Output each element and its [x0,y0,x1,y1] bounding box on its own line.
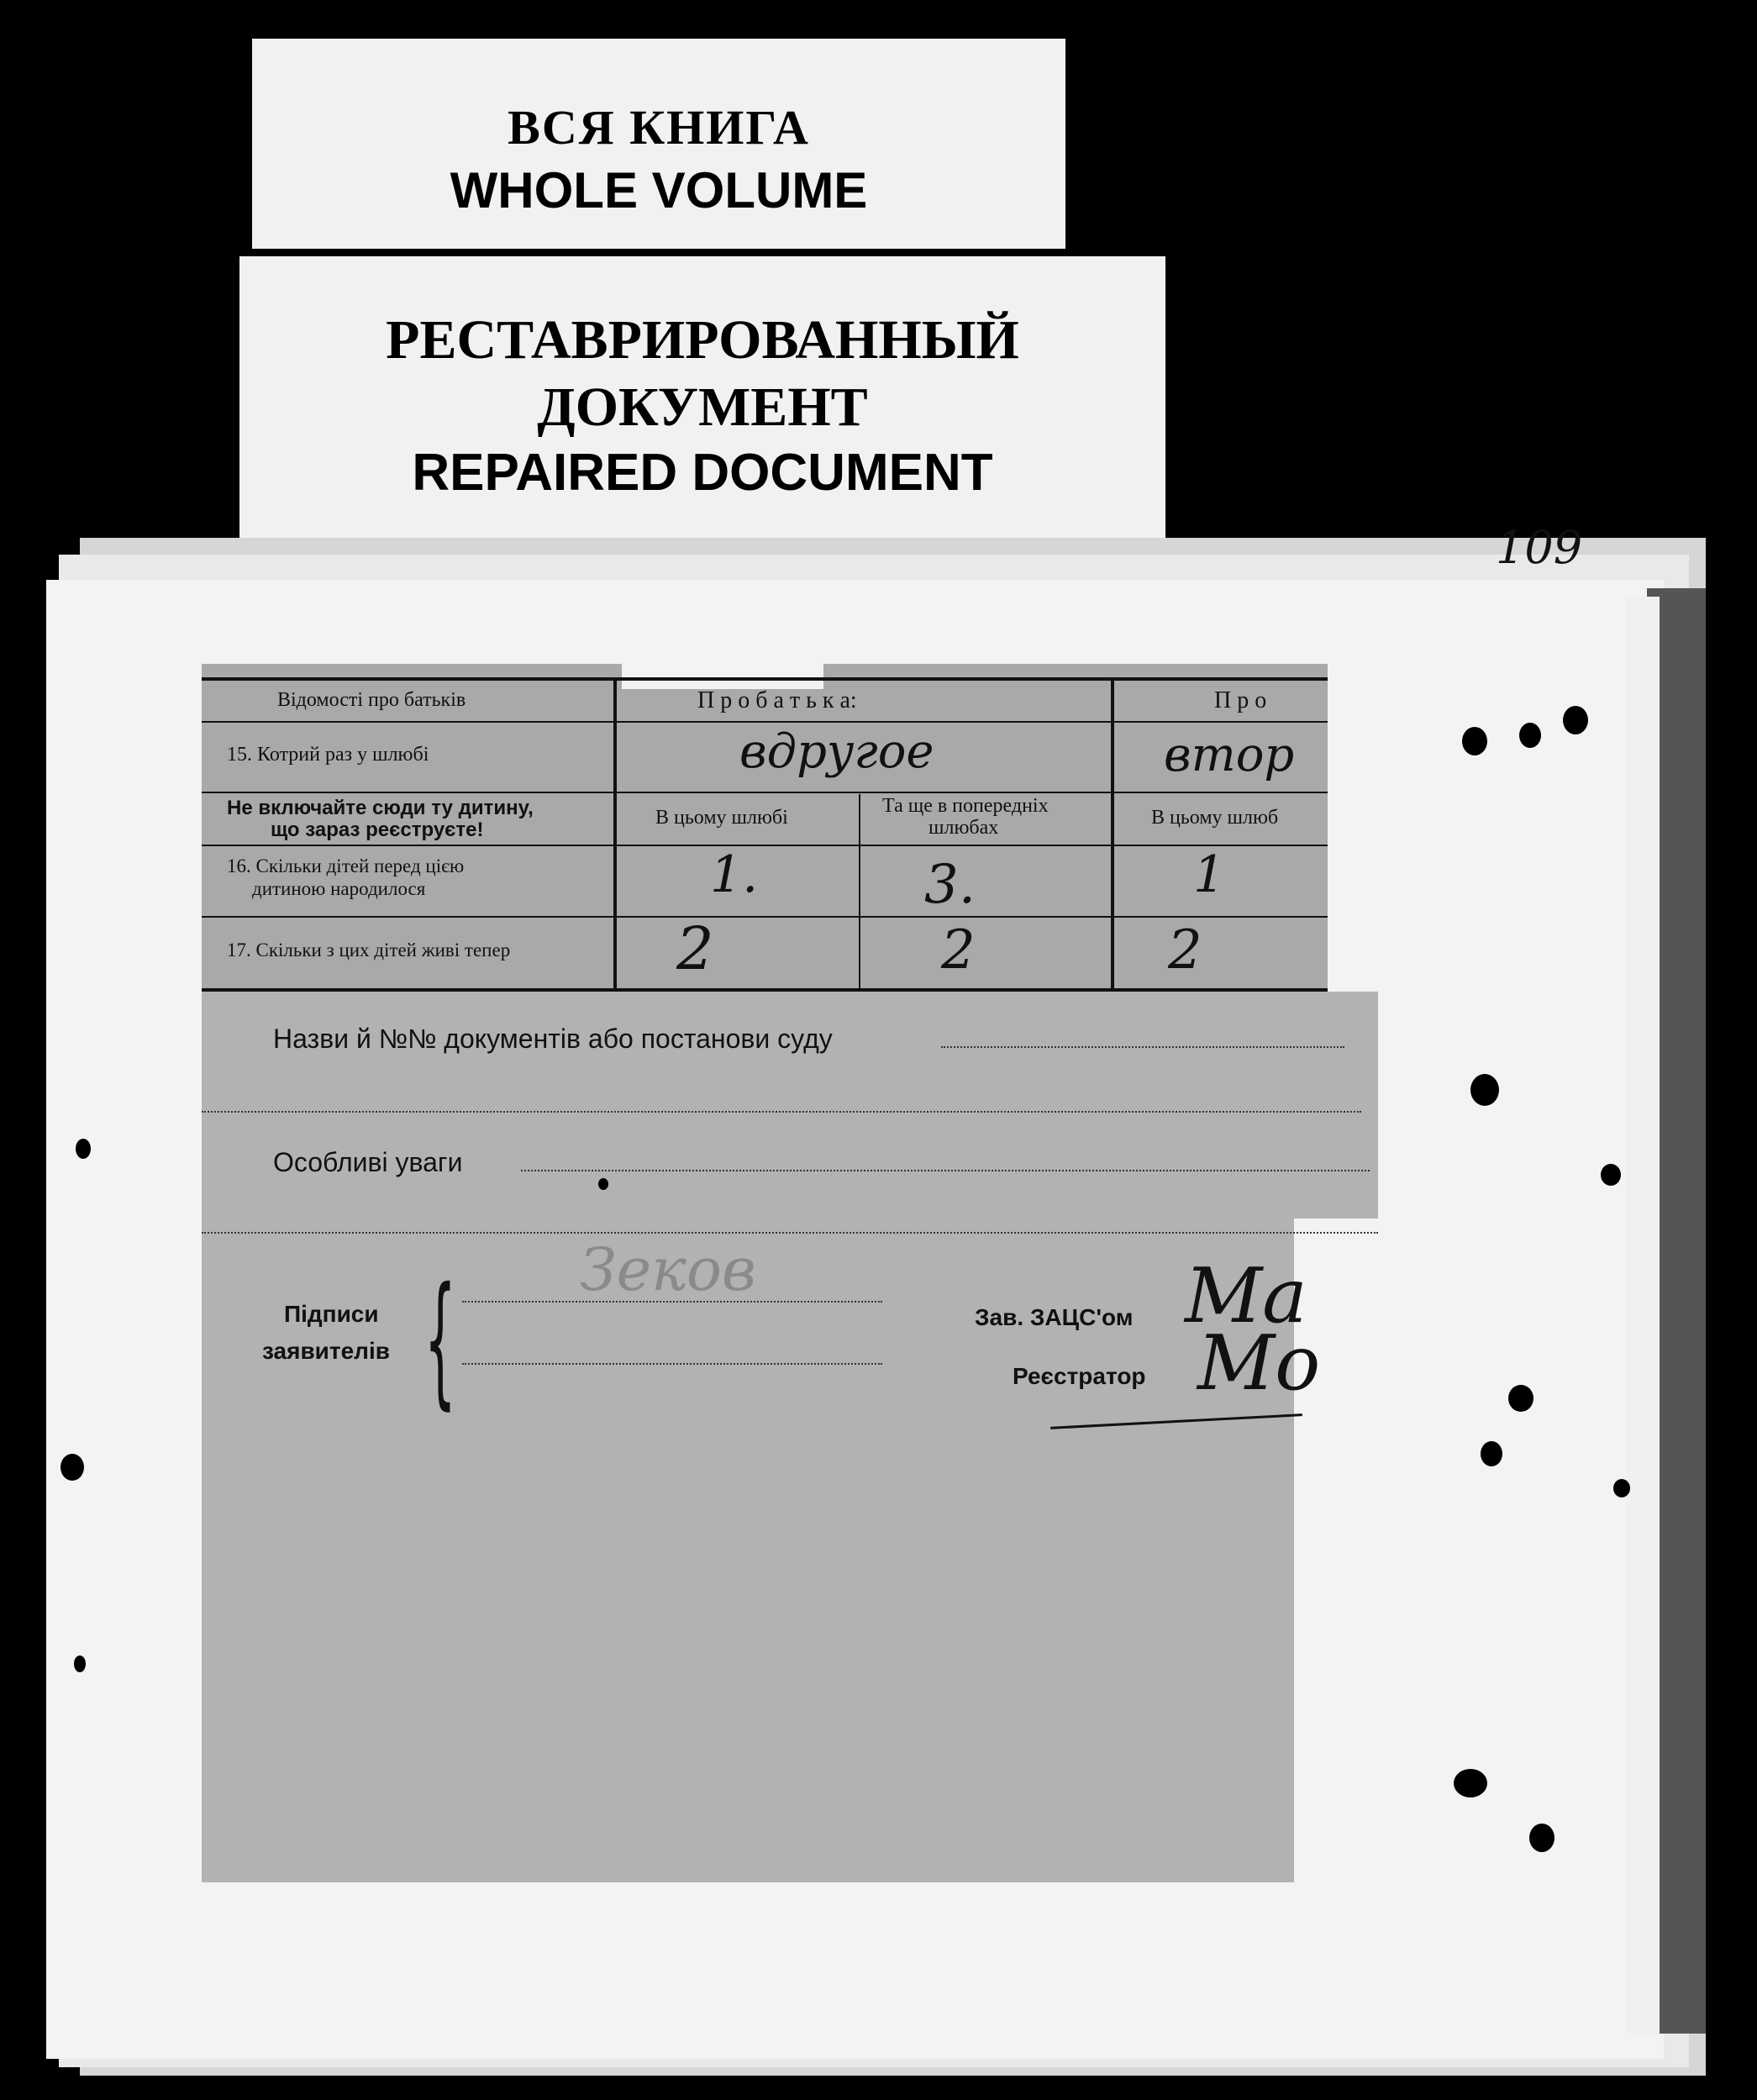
row16-value-2: 3. [924,854,976,916]
row-rule-3 [202,845,1328,846]
row-rule-1 [202,721,1328,723]
punch-hole [1454,1769,1487,1797]
applicant-signature: Зеков [580,1235,756,1304]
row15-mother-value: втор [1164,728,1295,782]
punch-hole [1563,706,1588,734]
table-bottom-rule [202,988,1328,992]
whole-volume-card [252,39,1065,249]
remarks-label: Особливі уваги [273,1147,463,1177]
whole-volume-en: WHOLE VOLUME [450,162,868,218]
row16-value-1: 1. [710,845,759,904]
row17-value-1: 2 [676,914,714,983]
punch-hole [1470,1074,1499,1106]
row-rule-2 [202,792,1328,793]
signatures-label-1: Підписи [284,1301,379,1327]
punch-hole [76,1139,91,1159]
repaired-ru-line1: РЕСТАВРИРОВАННЫЙ [386,309,1019,371]
docs-line-2 [202,1111,1361,1113]
punch-hole [1481,1441,1502,1466]
header-mother: П р о [1214,687,1267,713]
punch-hole [1601,1164,1621,1186]
punch-hole [1529,1824,1554,1852]
row16-label-2: дитиною народилося [252,878,426,899]
repaired-en: REPAIRED DOCUMENT [412,444,993,502]
signature-line-2 [462,1363,882,1365]
repaired-document-card [239,256,1165,542]
row-rule-4 [202,916,1328,918]
stack-edge [1626,597,1660,2034]
col-divider-1 [613,679,617,990]
docs-label: Назви й №№ документів або постанови суду [273,1024,833,1054]
note-line1: Не включайте сюди ту дитину, [227,797,534,819]
form-fragment-lower [202,992,1378,1882]
note-line2: що зараз реєструєте! [271,818,484,841]
ink-dot [598,1178,608,1190]
row17-value-3: 2 [1168,919,1202,982]
punch-hole [1508,1385,1533,1412]
table-top-rule [202,677,1328,681]
col-divider-3 [859,794,860,990]
sub-this-marriage-mother: В цьому шлюб [1151,807,1279,829]
header-father: П р о б а т ь к а: [697,687,857,713]
head-zags-signature: Ма [1185,1252,1307,1340]
row16-label-1: 16. Скільки дітей перед цією [227,855,465,876]
signatures-brace: { [424,1257,456,1424]
sub-previous-1: Та ще в попередніх [882,795,1049,817]
torn-edge-top [622,655,823,689]
registrar-label: Реєстратор [1013,1363,1146,1389]
punch-hole [1519,723,1541,748]
page-number: 109 [1496,521,1583,574]
row15-label: 15. Котрий раз у шлюбі [227,744,429,766]
punch-hole [1613,1479,1630,1497]
header-label: Відомості про батьків [277,689,466,711]
head-zags-label: Зав. ЗАЦС'ом [975,1304,1134,1330]
row15-father-value: вдругое [739,724,934,779]
sub-previous-2: шлюбах [928,817,999,839]
signatures-label-2: заявителів [262,1338,390,1364]
remarks-line-2 [202,1232,1378,1234]
col-divider-2 [1111,679,1114,990]
docs-line [941,1046,1344,1048]
whole-volume-ru: ВСЯ КНИГА [508,100,810,155]
registrar-signature: Мо [1197,1319,1321,1408]
row16-value-3: 1 [1193,845,1226,904]
punch-hole [60,1454,84,1481]
repaired-ru-line2: ДОКУМЕНТ [537,376,868,438]
punch-hole [1462,727,1487,755]
sub-this-marriage: В цьому шлюбі [655,807,788,829]
row17-value-2: 2 [941,919,976,982]
punch-hole [74,1655,86,1672]
remarks-line [521,1170,1370,1171]
row17-label: 17. Скільки з цих дітей живі тепер [227,939,511,961]
